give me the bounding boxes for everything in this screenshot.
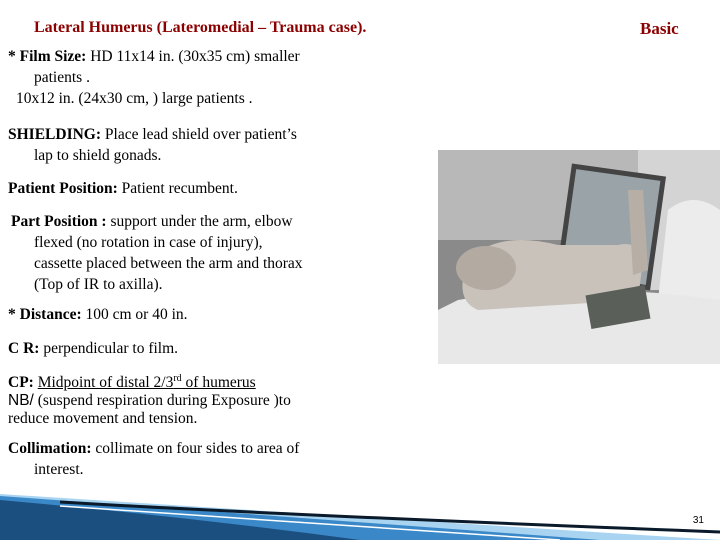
collimation-label: Collimation: [8,440,92,457]
distance-section [8,304,428,325]
film-size-line3: 10x12 in. (24x30 cm, ) large patients . [16,90,253,107]
central-ray-label: C R: [8,340,40,357]
patient-positioning-photo [438,150,720,364]
film-size-line1: HD 11x14 in. (30x35 cm) smaller [86,48,300,65]
shielding-line1: Place lead shield over patient’s [101,126,297,143]
central-ray-section [8,338,428,359]
film-size-section [8,46,428,109]
nb-line2: reduce movement and tension. [8,410,198,428]
nb-label: NB/ [8,392,34,410]
slide-title: Lateral Humerus (Lateromedial – Trauma case). [34,19,367,36]
collimation-line1: collimate on four sides to area of [91,440,300,457]
cp-text: Midpoint of distal 2/3rd of humerus [37,373,256,392]
distance-label: * Distance: [8,306,82,323]
collimation-section [8,438,428,480]
part-position-line3: cassette placed between the arm and thorax [34,255,303,272]
slide-number: 31 [692,515,704,526]
level-badge: Basic [640,19,679,38]
patient-position-label: Patient Position: [8,180,118,197]
central-ray-text: perpendicular to film. [39,340,179,357]
collimation-line2: interest. [34,461,84,478]
cp-label: CP: [8,374,34,392]
part-position-line4: (Top of IR to axilla). [34,276,163,293]
cp-section [8,370,428,428]
film-size-label: * Film Size: [8,48,87,65]
patient-position-text: Patient recumbent. [117,180,238,197]
part-position-line2: flexed (no rotation in case of injury), [34,234,263,251]
part-position-section [11,211,431,295]
shielding-section [8,124,428,166]
decorative-swoosh [0,480,720,540]
part-position-label: Part Position : [11,213,107,230]
shielding-label: SHIELDING: [8,126,102,143]
part-position-line1: support under the arm, elbow [106,213,293,230]
film-size-line2: patients . [34,69,90,86]
shielding-line2: lap to shield gonads. [34,147,162,164]
nb-text: (suspend respiration during Exposure )to [33,392,291,410]
distance-text: 100 cm or 40 in. [81,306,188,323]
patient-position-section [8,178,428,199]
